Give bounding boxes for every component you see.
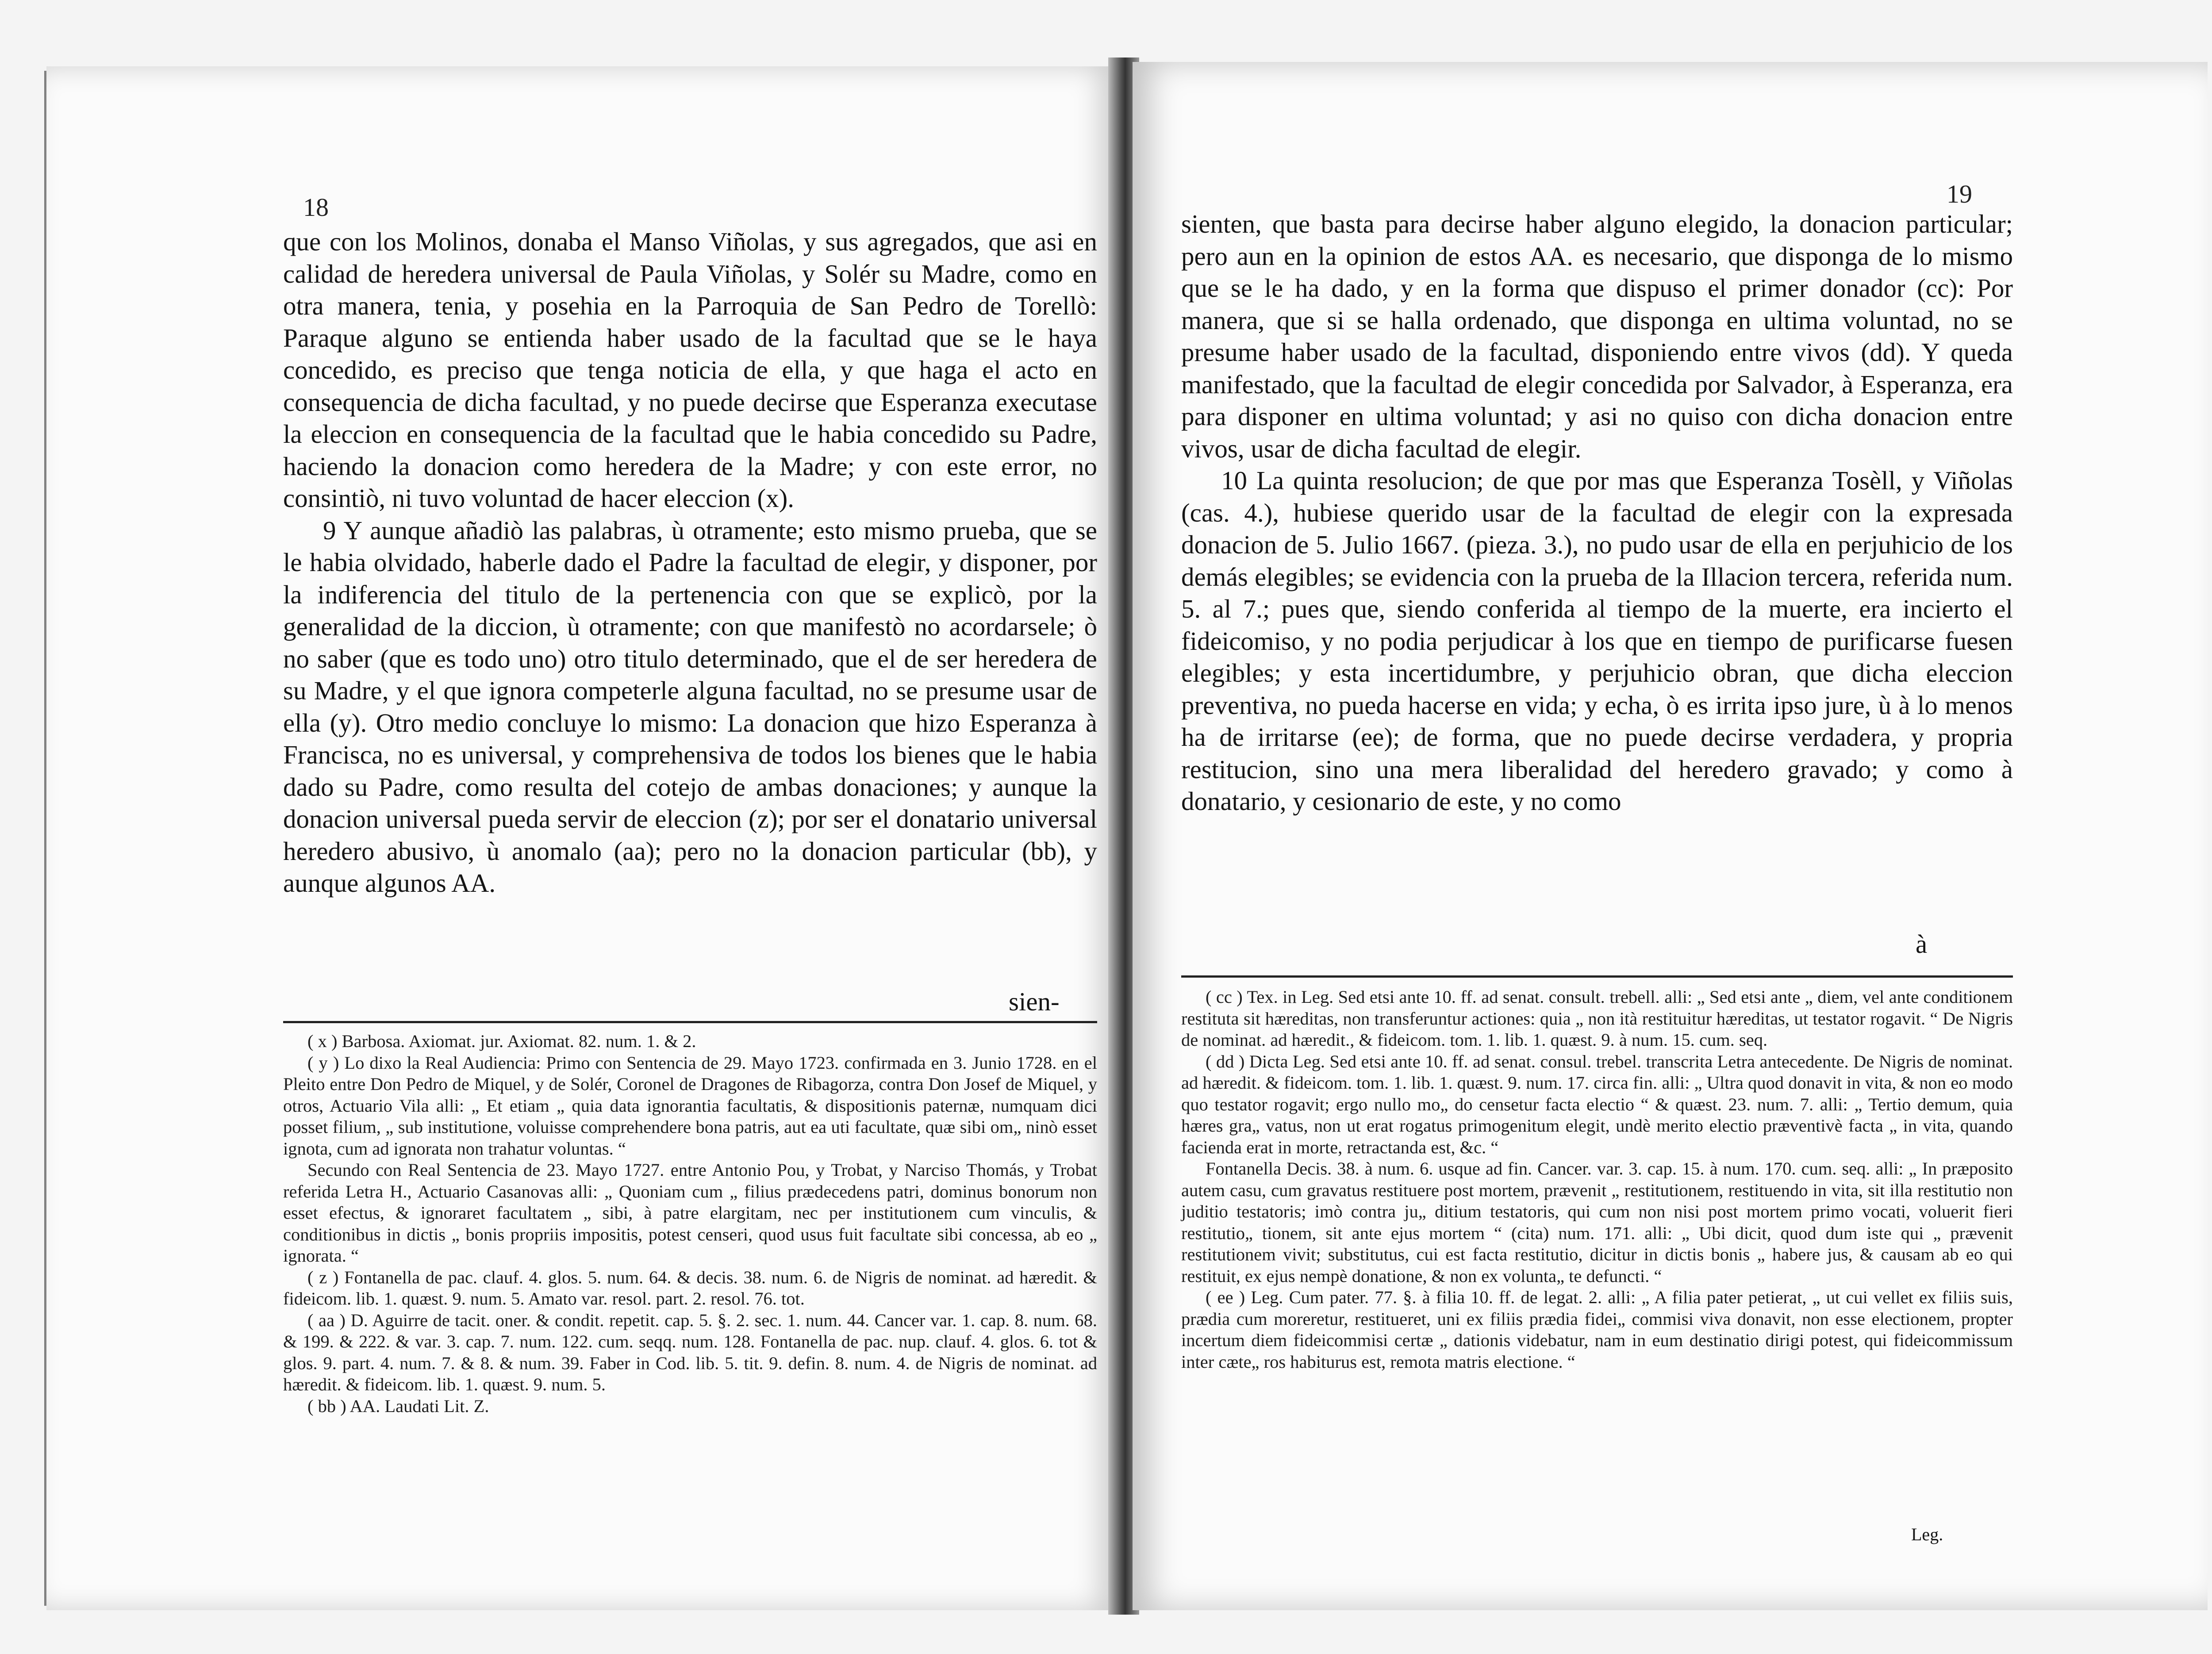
footnote: Fontanella Decis. 38. à num. 6. usque ad fin. Cancer. var. 3. cap. 15. à num. 170. cum. seq. alli: „ In præposito autem casu, cum gravatus restituere post mortem, prævenit „ restitutionem, restituendo in vita, sit illa restitutio non juditio testatoris; imò contra ju„ ditium testatoris, qui cum non nisi post mortem primo vocati, voluerit fieri restitutio„ tionem, sit ante ejus mortem “ (cita) num. 171. alli: „ Ubi dicit, quod dum iste qui „ prævenit restitutionem vivit; substitutus, cui est facta restitutio, dicitur in dictis bonis „ habere jus, & causam ab eo qui restituit, ex ejus nempè donatione, & non ex volunta„ te defuncti. “ xyxy=(1181,1159,2013,1286)
catchword: à xyxy=(1916,929,1928,959)
paragraph: 10 La quinta resolucion; de que por mas que Esperanza Tosèll, y Viñolas (cas. 4.), hubiese querido usar de la facultad de elegir con la expresada donacion de 5. Julio 1667. (pieza. 3.), no pudo usar de ella en perjuhicio de los demás elegibles; se evidencia con la prueba de la Illacion tercera, referida num. 5. al 7.; pues que, siendo conferida al tiempo de la muerte, era incierto el fideicomiso, y no podia perjudicar à los que en tiempo de purificarse fuesen elegibles; y esta incertidumbre, y perjuhicio obran, que dicha eleccion preventiva, no pueda hacerse en vida; y echa, ò es irrita ipso jure, ù à lo menos ha de irritarse (ee); de forma, que no puede decirse verdadera, y propria restitucion, sino una mera liberalidad del heredero gravado; y como à donatario, y cesionario de este, y no como xyxy=(1181,466,2013,816)
paragraph: que con los Molinos, donaba el Manso Viñolas, y sus agregados, que asi en calidad de heredera universal de Paula Viñolas, y Solér su Madre, como en otra manera, tenia, y posehia en la Parroquia de San Pedro de Torellò: Paraque alguno se entienda haber usado de la facultad que se le haya concedido, es preciso que tenga noticia de ella, y que haga el acto en consequencia de dicha facultad, y no puede decirse que Esperanza executase la eleccion en consequencia de la facultad que le habia concedido su Padre, haciendo la donacion como heredera de la Madre; y con este error, no consintiò, ni tuvo voluntad de hacer eleccion (x). xyxy=(283,227,1097,513)
page-number: 18 xyxy=(303,193,329,222)
footnote: ( aa ) D. Aguirre de tacit. oner. & condit. repetit. cap. 5. §. 2. sec. 1. num. 44. Cancer var. 1. cap. 8. num. 68. & 199. & 222. & var. 3. cap. 7. num. 122. cum. seqq. num. 128. Fontanella de pac. nup. clauf. 4. glos. 6. tot & glos. 9. part. 4. num. 7. & 8. & num. 39. Faber in Cod. lib. 5. tit. 9. defin. 8. num. 4. de Nigris de nominat. ad hæredit. & fideicom. lib. 1. quæst. 9. num. 5. xyxy=(283,1310,1097,1394)
footnote-rule xyxy=(1181,975,2013,978)
footnote-rule xyxy=(283,1021,1097,1023)
footnote: ( ee ) Leg. Cum pater. 77. §. à filia 10. ff. de legat. 2. alli: „ A filia pater petierat, „ ut cui vellet ex filiis suis, prædia cum moreretur, restitueret, uni ex filiis prædia fidei„ commisi viva donavit, non esse electionem, propter incertum diem fideicommisi certæ „ dationis videbatur, nam in eum destinatio dirigi potest, qui fideicommissum inter cæte„ ros habiturus est, remota matris electione. “ xyxy=(1181,1287,2013,1372)
body-text xyxy=(1181,208,2013,817)
catchword: sien- xyxy=(1009,987,1060,1016)
footnotes xyxy=(283,1031,1097,1417)
footnote: ( z ) Fontanella de pac. clauf. 4. glos. 5. num. 64. & decis. 38. num. 6. de Nigris de nominat. ad hæredit. & fideicom. lib. 1. quæst. 9. num. 5. Amato var. resol. part. 2. resol. 76. tot. xyxy=(283,1267,1097,1309)
body-text xyxy=(283,226,1097,899)
paragraph: 9 Y aunque añadiò las palabras, ù otramente; esto mismo prueba, que se le habia olvidado, haberle dado el Padre la facultad de elegir, y disponer, por la indiferencia del titulo de la pertenencia con que se explicò, por la generalidad de la diccion, ù otramente; con que manifestò no acordarsele; ò no saber (que es todo uno) otro titulo determinado, que el de ser heredera de su Madre, y el que ignora competerle alguna facultad, no se presume usar de ella (y). Otro medio concluye lo mismo: La donacion que hizo Esperanza à Francisca, no es universal, y comprehensiva de todos los bienes que le habia dado su Padre, como resulta del cotejo de ambas donaciones; y aunque la donacion universal pueda servir de eleccion (z); por ser el donatario universal heredero abusivo, ù anomalo (aa); pero no la donacion particular (bb), y aunque algunos AA. xyxy=(283,515,1097,898)
footnote: Secundo con Real Sentencia de 23. Mayo 1727. entre Antonio Pou, y Trobat, y Narciso Thomás, y Trobat referida Letra H., Actuario Casanovas alli: „ Quoniam cum „ filius prædecedens patri, dominus bonorum non esset efectus, & ignoraret facultatem „ sibi, à patre elargitam, nec per institutionem cum vinculis, & conditionibus in dictis „ bonis propriis impositis, potest censeri, quod usus fuit facultate sibi concessa, ab eo „ ignorata. “ xyxy=(283,1160,1097,1266)
footnote: ( bb ) AA. Laudati Lit. Z. xyxy=(307,1396,489,1416)
footnote: ( cc ) Tex. in Leg. Sed etsi ante 10. ff. ad senat. consult. trebell. alli: „ Sed etsi ante „ diem, vel ante conditionem restituta sit hæreditas, non transferuntur actiones: quia „ non ità restituitur hæreditas, ut testator rogavit. “ De Nigris de nominat. ad hæredit., & fideicom. tom. 1. lib. 1. quæst. 9. à num. 15. cum. seq. xyxy=(1181,987,2013,1050)
footnote: ( x ) Barbosa. Axiomat. jur. Axiomat. 82. num. 1. & 2. xyxy=(307,1031,696,1051)
paragraph: sienten, que basta para decirse haber alguno elegido, la donacion particular; pero aun en la opinion de estos AA. es necesario, que disponga de lo mismo que se le ha dado, y en la forma que dispuso el primer donador (cc): Por manera, que si se halla ordenado, que disponga en ultima voluntad, no se presume haber usado de la facultad, disponiendo entre vivos (dd). Y queda manifestado, que la facultad de elegir concedida por Salvador, à Esperanza, era para disponer en ultima voluntad; y asi no quiso con dicha donacion entre vivos, usar de dicha facultad de elegir. xyxy=(1181,209,2013,463)
footnotes xyxy=(1181,986,2013,1373)
page-number: 19 xyxy=(1947,180,1972,208)
footnote: ( dd ) Dicta Leg. Sed etsi ante 10. ff. ad senat. consul. trebel. transcrita Letra antecedente. De Nigris de nominat. ad hæredit. & fideicom. tom. 1. lib. 1. quæst. 9. num. 17. circa fin. alli: „ Ultra quod donavit in vita, & non eo modo quo testator rogavit; ergo nullo mo„ do censetur facta electio “ & quæst. 23. num. 7. alli: „ Tertio demum, quia hæres gra„ vatus, non ut erat rogatus primogenitum elegit, undè merito electio præventivè facta „ in vita, quando facienda erat in morte, retractanda est, &c. “ xyxy=(1181,1051,2013,1157)
footnote-catchword: Leg. xyxy=(1911,1524,1943,1544)
right-page xyxy=(1133,62,2208,1610)
left-page xyxy=(46,66,1113,1610)
footnote: ( y ) Lo dixo la Real Audiencia: Primo con Sentencia de 29. Mayo 1723. confirmada en 3. Junio 1728. en el Pleito entre Don Pedro de Miquel, y de Solér, Coronel de Dragones de Ribagorza, contra Don Josef de Miquel, y otros, Actuario Vila alli: „ Et etiam „ quia data ignorantia facultatis, & dispositionis paternæ, numquam dici posset filium, „ sub institutione, voluisse comprehendere bona patris, aut ea uti facultate, quæ sibi om„ ninò esset ignota, cum ad ignorata non trahatur voluntas. “ xyxy=(283,1052,1097,1159)
